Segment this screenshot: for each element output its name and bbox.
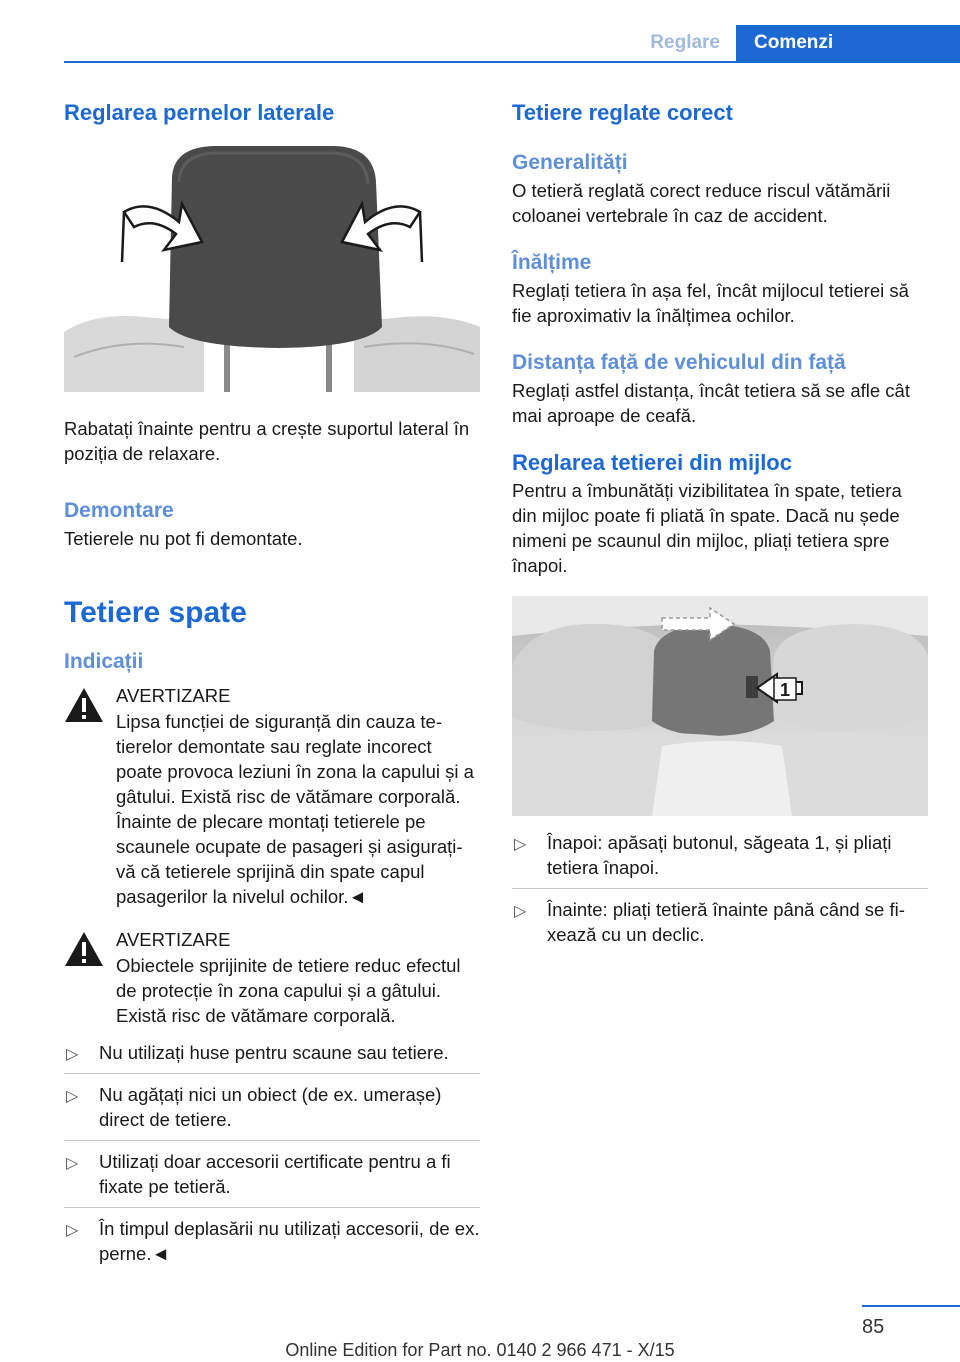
page-number: 85 bbox=[862, 1316, 885, 1338]
warning-1-text: Lipsa funcției de siguranță din cauza tetierelor demontate sau reglate incorect poate provoca leziuni în zona la capului și a gâtului. Există risc de vătămare corporală. Înainte de plecare montați tetierele pe scaunele ocupate de pasageri și asigurați-vă că tetierele sprijină din spate capul pasagerilor la nivelul ochilor.◄ bbox=[116, 711, 474, 907]
subsection-title-distance: Distanța față de vehiculul din față bbox=[512, 351, 846, 374]
subsection-title-notes: Indicații bbox=[64, 650, 144, 673]
triangle-bullet-icon: ▷ bbox=[66, 1155, 79, 1172]
list-item: ▷ Înapoi: apăsați butonul, săgeata 1, și pliați tetiera înapoi. bbox=[512, 822, 928, 889]
general-text: O tetieră reglată corect reduce riscul vătămării coloanei vertebrale în caz de accident. bbox=[512, 180, 891, 226]
warning-triangle-icon bbox=[64, 931, 104, 967]
subsection-title-height: Înălțime bbox=[512, 251, 592, 274]
triangle-bullet-icon: ▷ bbox=[66, 1046, 79, 1063]
distance-text: Reglați astfel distanța, încât tetiera să se afle cât mai aproape de ceafă. bbox=[512, 380, 910, 426]
list-item: ▷ Nu utilizați huse pentru scaune sau tetiere. bbox=[64, 1032, 480, 1074]
page-header bbox=[64, 25, 960, 63]
triangle-bullet-icon: ▷ bbox=[66, 1088, 79, 1105]
warning-2-title: AVERTIZARE bbox=[116, 929, 231, 950]
section-title-correct-headrests: Tetiere reglate corect bbox=[512, 100, 733, 125]
triangle-bullet-icon: ▷ bbox=[66, 1222, 79, 1239]
footer-edition-text: Online Edition for Part no. 0140 2 966 471 - X/15 bbox=[285, 1340, 675, 1360]
list-item: ▷ Înainte: pliați tetieră înainte până când se fixează cu un declic. bbox=[514, 899, 905, 945]
list-item: ▷ Utilizați doar accesorii certificate pentru a fi fixate pe tetieră. bbox=[64, 1141, 480, 1208]
middle-headrest-text: Pentru a îmbunătăți vizibilitatea în spate, tetiera din mijloc poate fi pliată în spate. Dacă nu șede nimeni pe scaunul din mijloc, pliați tetiera spre înapoi. bbox=[512, 480, 902, 576]
removal-text: Tetierele nu pot fi demontate. bbox=[64, 528, 303, 549]
warning-1-title: AVERTIZARE bbox=[116, 685, 231, 706]
warning-triangle-icon bbox=[64, 687, 104, 723]
subsection-title-general: Generalități bbox=[512, 151, 628, 174]
middle-headrest-image bbox=[512, 596, 928, 816]
triangle-bullet-icon: ▷ bbox=[514, 836, 527, 853]
list-item: ▷ În timpul deplasării nu utilizați accesorii, de ex. perne.◄ bbox=[66, 1218, 480, 1264]
warning-block-1 bbox=[64, 683, 480, 909]
warning-2-text: Obiectele sprijinite de tetiere reduc efectul de protecție în zona capului și a gâtului. Există risc de vătămare corporală. bbox=[116, 955, 461, 1026]
section-title-side-cushions: Reglarea pernelor laterale bbox=[64, 100, 335, 125]
middle-headrest-illustration bbox=[512, 596, 928, 816]
section-tab-reglare[interactable]: Reglare bbox=[650, 32, 720, 53]
height-text: Reglați tetiera în așa fel, încât mijlocul tetierei să fie aproximativ la înălțimea ochilor. bbox=[512, 280, 909, 326]
headrest-side-wings-image bbox=[64, 142, 480, 392]
subsection-title-removal: Demontare bbox=[64, 499, 174, 522]
chapter-tab-comenzi[interactable]: Comenzi bbox=[736, 25, 960, 61]
headrest-illustration bbox=[64, 142, 480, 392]
section-title-middle-headrest: Reglarea tetierei din mijloc bbox=[512, 450, 792, 475]
footer-rule bbox=[862, 1305, 960, 1307]
list-item: ▷ Nu agățați nici un obiect (de ex. umerașe) direct de tetiere. bbox=[64, 1074, 480, 1141]
left-column bbox=[64, 98, 480, 1274]
chapter-title-rear-headrests: Tetiere spate bbox=[64, 596, 247, 629]
right-column bbox=[512, 98, 928, 955]
side-cushions-text: Rabatați înainte pentru a crește suportul lateral în poziția de relaxare. bbox=[64, 418, 470, 464]
warning-2-bullets bbox=[64, 1032, 480, 1274]
middle-headrest-steps bbox=[512, 822, 928, 955]
callout-number-1: 1 bbox=[779, 680, 791, 700]
triangle-bullet-icon: ▷ bbox=[514, 903, 527, 920]
warning-block-2 bbox=[64, 927, 480, 1028]
